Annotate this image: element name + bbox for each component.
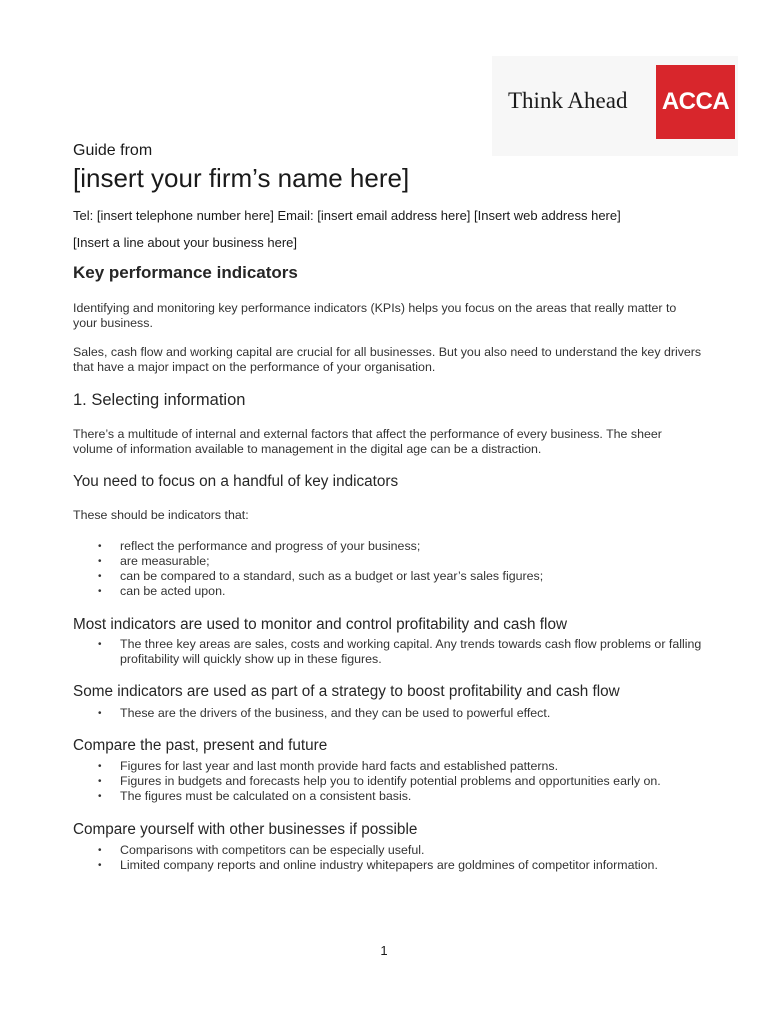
kpi-paragraph-2: Sales, cash flow and working capital are crucial for all businesses. But you also need to understand the key drivers that have a major impact on the performance of your organisation. [73,345,702,374]
page-number: 1 [380,943,388,958]
contact-line: Tel: [insert telephone number here] Email: [insert email address here] [Insert web address here] [73,208,621,223]
business-line: [Insert a line about your business here] [73,235,298,250]
list-item: • can be compared to a standard, such as a budget or last year’s sales figures; [98,569,544,583]
strategy-list [73,706,703,721]
compare-others-list [73,843,703,873]
list-item: • are measurable; [98,554,210,568]
acca-logo-text: ACCA [661,88,730,115]
firm-name: [insert your firm’s name here] [73,163,410,193]
list-item: • Comparisons with competitors can be especially useful. [98,843,425,857]
subheading-strategy: Some indicators are used as part of a strategy to boost profitability and cash flow [73,683,620,700]
kpi-paragraph-1: Identifying and monitoring key performance indicators (KPIs) helps you focus on the areas that really matter to your business. [73,301,677,330]
bullet-icon: • [98,586,102,597]
list-item: • reflect the performance and progress of your business; [98,539,421,553]
bullet-icon: • [98,791,102,802]
bullet-icon: • [98,571,102,582]
list-item: • Figures for last year and last month provide hard facts and established patterns. [98,759,559,773]
list-item: • The three key areas are sales, costs and working capital. Any trends towards cash flow problems or falling profitability will quickly show up in these figures. [98,637,702,666]
list-item: • Figures in budgets and forecasts help you to identify potential problems and opportunities early on. [98,774,661,788]
focus-list [73,539,703,599]
bullet-icon: • [98,761,102,772]
subheading-compare-others: Compare yourself with other businesses if possible [73,821,418,838]
subheading-monitor: Most indicators are used to monitor and control profitability and cash flow [73,616,567,633]
bullet-icon: • [98,541,102,552]
subheading-focus: You need to focus on a handful of key indicators [73,473,399,490]
focus-intro: These should be indicators that: [73,508,249,522]
section-heading-kpi: Key performance indicators [73,263,298,282]
compare-time-list [73,759,703,804]
subheading-compare-time: Compare the past, present and future [73,737,328,754]
selecting-paragraph: There’s a multitude of internal and external factors that affect the performance of every business. The sheer volume of information available to management in the digital age can be a distraction. [73,427,662,456]
logo-tagline: Think Ahead [508,88,628,113]
list-item: • The figures must be calculated on a consistent basis. [98,789,412,803]
bullet-icon: • [98,556,102,567]
bullet-icon: • [98,860,102,871]
acca-logo [656,65,735,139]
section-heading-selecting: 1. Selecting information [73,391,246,409]
bullet-icon: • [98,776,102,787]
bullet-icon: • [98,708,102,719]
bullet-icon: • [98,845,102,856]
bullet-icon: • [98,639,102,650]
list-item: • can be acted upon. [98,584,226,598]
guide-from-label: Guide from [73,142,153,159]
list-item: • These are the drivers of the business, and they can be used to powerful effect. [98,706,551,720]
monitor-list [73,637,703,667]
list-item: • Limited company reports and online industry whitepapers are goldmines of competitor information. [98,858,658,872]
